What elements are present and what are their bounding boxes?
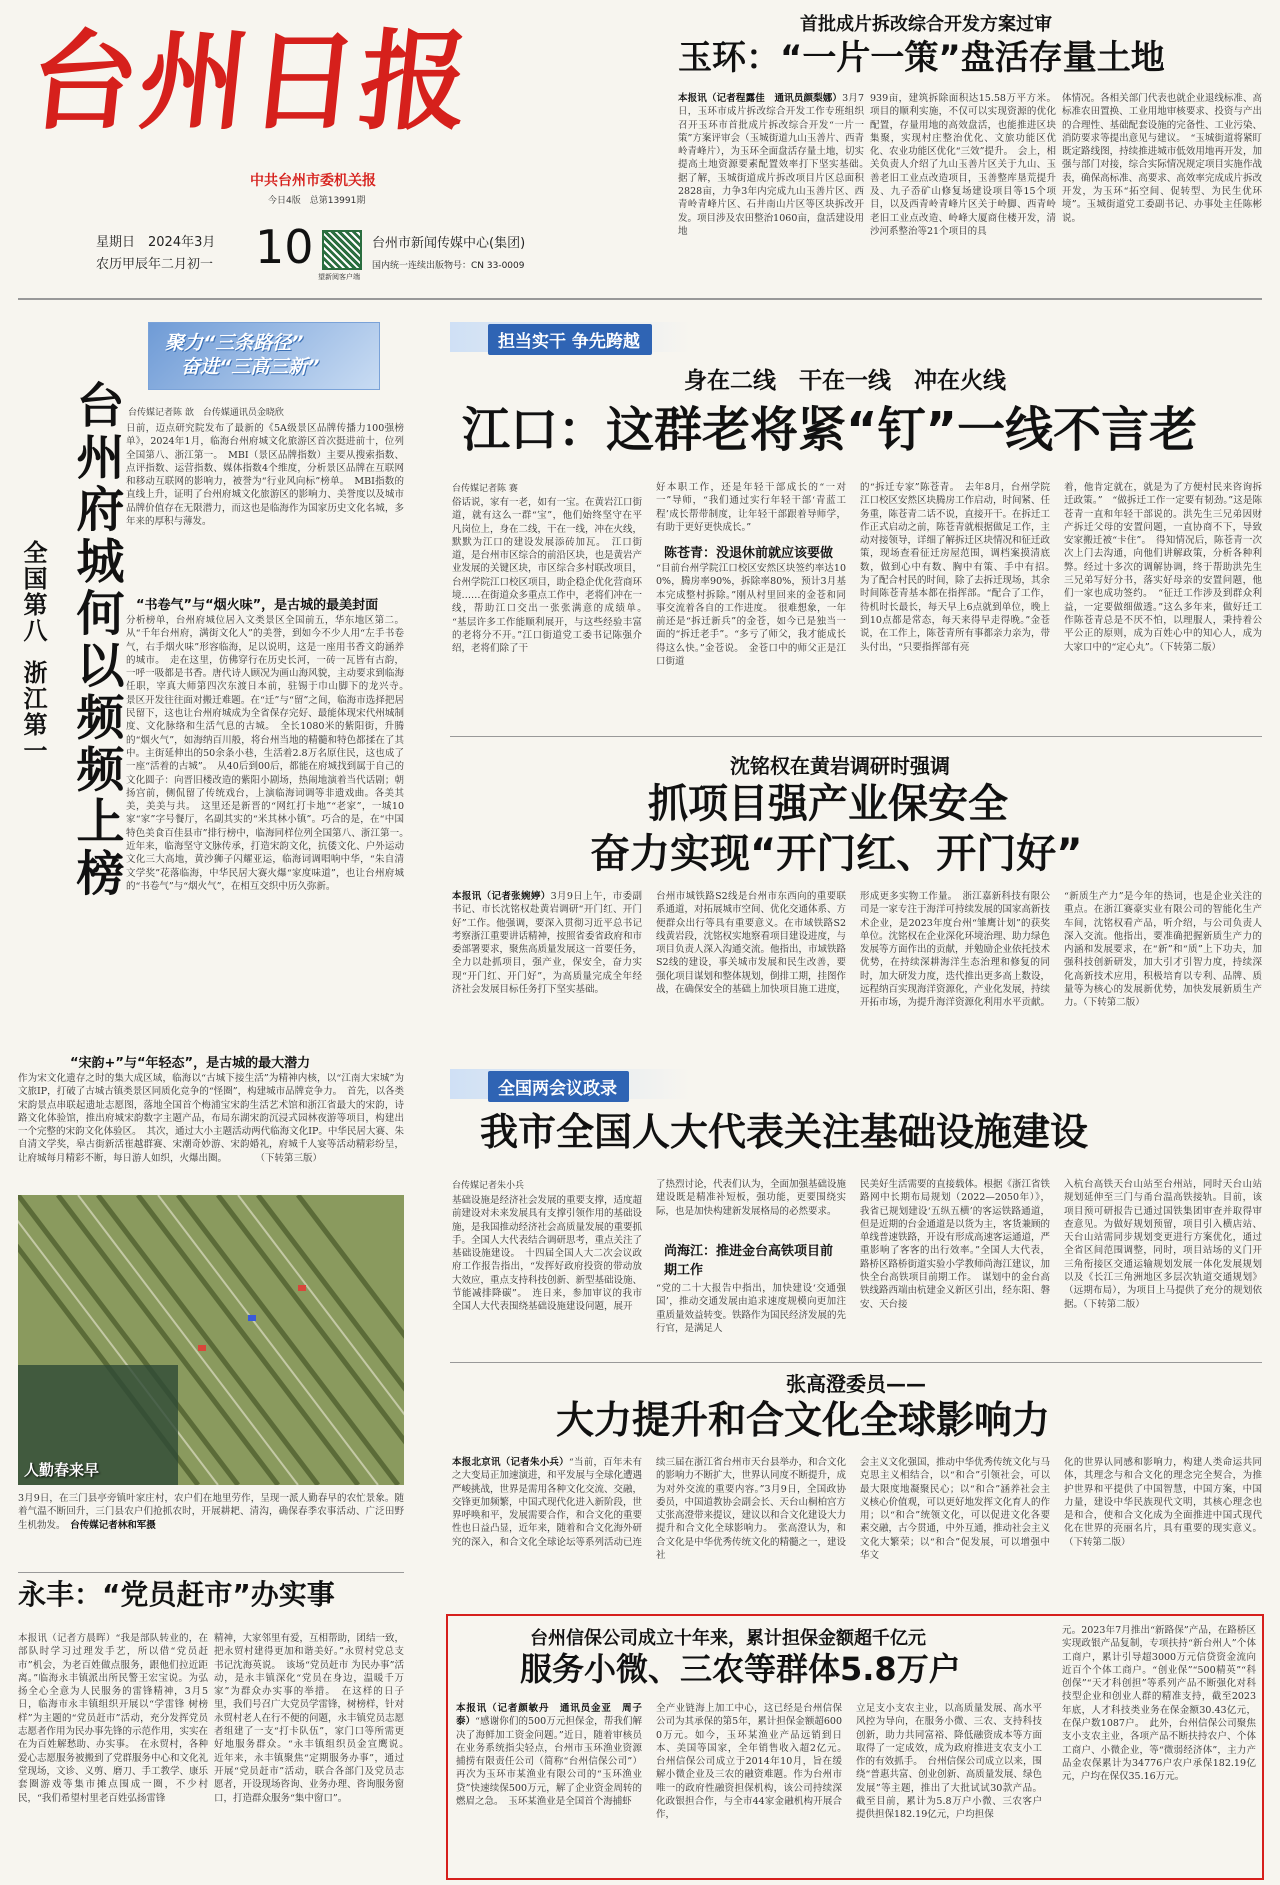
organ-label: 中共台州市委机关报 [250, 173, 376, 189]
dateline [96, 232, 215, 276]
xinbao-col3: 立足支小支农主业，以高质量发展、高水平风控为导向，在服务小微、三农、支持科技创新，助力共同富裕、降低融资成本等方面取得了一定成效，成为政府推进支农支小工作的有效抓手。 台州信保公司成立以来，围绕“普惠共富、创业创新、高质量发展、绿色发展”等主题，推出了大批试试30款产品。截至目前，累计为5.8万户小微、三农客户提供担保182.19亿元，户均担保 [856, 1703, 1042, 1821]
npc-byline: 台传媒记者朱小兵 [452, 1181, 525, 1191]
banner-line2: 奋进“三高三新” [181, 356, 320, 378]
shen-col4: “新质生产力”是今年的热词，也是企业关注的重点。在浙江赛豪实业有限公司的智能化生产车间，沈铭权看产品，听介绍，与公司负责人深入交流。他指出，要准确把握新质生产力的内涵和发展要求，在“新”和“质”上下功夫，加强科技创新研发，加大引才引智力度，持续深化高新技术应用，积极培育以专利、品牌、质量等为核心的发展新优势，加快发展新质生产力。（下转第二版） [1064, 891, 1262, 1009]
campaign-banner [148, 322, 380, 390]
xinbao-col4: 元。2023年7月推出“新路保”产品，在路桥区实现政银产品复制，专项扶持“新台州人”个体工商户，累计引导超3000万元信贷资金流向近百个个体工商户。“创业保”“500精英”“科创保”“天才科创担”等系列产品不断强化对科技型企业和创业人群的精准支持，截至2023年底，人才科技类业务在保金额30.43亿元，在保户数1087户。 此外，台州信保公司聚焦支小支农主业，各项产品不断扶持农户、个体工商户、小微企业，等“微弱经济体”，主力产品金农保累计为34776户农户承保182.19亿元，户均在保仅35.16万元。 [1062, 1625, 1256, 1783]
divider [450, 1362, 1262, 1363]
linhai-tag1: 全国第八 [19, 540, 47, 644]
npc-h1: 尚海江：推进金台高铁项目前期工作 [664, 1244, 834, 1278]
photo-caption: 人勤春来早 [24, 1461, 100, 1479]
newspaper-title: 台州日报 [23, 20, 477, 145]
jiangkou-section: 担当实干 争先跨越 [488, 324, 652, 355]
shen-byline: 本报讯（记者张婉婷） [452, 891, 551, 902]
xinbao-col2: 全产业链海上加工中心，这已经是台州信保公司为其承保的第5年，累计担保金额超6000万元。如今，玉环某渔业产品远销到日本、美国等国家，全年销售收入超2亿元。 台州信保公司成立于2014年10月，旨在缓解小微企业及三农的融资难题。作为台州市唯一的政府性融资担保机构，该公司持续深化政银担合作，与全市44家金融机构开展合作， [656, 1703, 842, 1821]
xinbao-col1-text: “感谢你们的500万元担保金，帮我们解决了海鲜加工资金问题。”近日，随着审核员在业务系统指尖轻点，台州市玉环渔业资源捕捞有限责任公司（简称“台州信保公司”）再次为玉环市某渔业有限公司的“玉环渔业贷”快速续保500万元，解了企业资金周转的燃眉之急。 玉环某渔业是全国首个海捕虾 [456, 1716, 642, 1808]
npc-col4: 入杭台高铁天台山站至台州站，同时天台山站规划延伸至三门与甬台温高铁接轨。目前，该项目预可研报告已通过国铁集团审查并取得审查意见。为做好规划预留，项目引入横店站、天台山站需同步规划变更进行方案优化，通过全省区间范围调整，同时，项目站场的义门开三角衔接区交通运输规划发展一体化发展规划以及《长江三角洲地区多层次轨道交通规划》（远期布局），为项目上马提供了充分的规划依据。（下转第二版） [1064, 1179, 1262, 1310]
linhai-title[interactable]: 台州府城何以频频上榜 [68, 380, 124, 900]
divider [18, 298, 1262, 300]
jiangkou-col2b: “目前台州学院江口校区安然区块签约率达100%，腾房率90%，拆除率80%，预计3月基本完成整村拆除。”刚从村里回来的金苍和同事交流着各自的工作进度。 很难想象，一年前还是“拆迁新兵”的金苍，如今已是独当一面的“拆迁老手”。“多亏了师父，我才能成长得这么快。”金苍说。 金苍口中的师父正是江口街道 [656, 563, 846, 668]
zhang-subtitle: 张高澄委员—— [786, 1372, 926, 1396]
shen-col1 [452, 890, 642, 1052]
zhang-title[interactable]: 大力提升和合文化全球影响力 [556, 1398, 1051, 1442]
photo-text-body: 3月9日，在三门县亭旁镇叶家庄村，农户们在地里劳作，呈现一派人勤春早的农忙景象。随着气温不断回升，三门县农户们抢抓农时，开展耕耙、清沟，确保春季农事活动、广泛田野生机勃发。 [18, 1493, 404, 1531]
linhai-h1: “书卷气”与“烟火味”，是古城的最美封面 [136, 598, 379, 613]
qr-code-icon[interactable] [322, 230, 362, 270]
masthead-logo [23, 8, 477, 168]
top-byline: 本报讯（记者程露佳 通讯员颜梨娜） [678, 93, 843, 104]
zhang-byline: 本报北京讯（记者朱小兵） [452, 1457, 569, 1468]
npc-section: 全国两会议政录 [488, 1071, 629, 1102]
jiangkou-col1: 俗话说，家有一老，如有一宝。在黄岩江口街道，就有这么一群“宝”，他们始终坚守在平凡岗位上，身在二线，干在一线，冲在火线，默默为江口的建设发展添砖加瓦。 江口街道，是台州市区综合的前沿区块，也是黄岩产业发展的关键区块，市区综合多村联改项目，台州学院江口校区项目，助企稳企优化营商环境……在街道众多重点工作中，老将们冲在一线，帮助江口交出一张张满意的成绩单。 “基层许多工作能顺利展开，与这些经验丰富的老将分不开。”江口街道党工委书记陈强介绍，老将们除了干 [452, 497, 642, 655]
shen-subtitle: 沈铭权在黄岩调研时强调 [730, 754, 950, 778]
npc-col1: 基础设施是经济社会发展的重要支撑，适度超前建设对未来发展具有支撑引领作用的基础设施，是我国推动经济社会高质量发展的重要抓手。全国人大代表结合调研思考，重点关注了基础设施建设。 十四届全国人大二次会议政府工作报告指出，“发挥好政府投资的带动放大效应，重点支持科技创新、新型基础设施、节能减排降碳”。 连日来，参加审议的我市全国人大代表围绕基础设施建设问题，展开 [452, 1195, 642, 1313]
linhai-p3: 作为宋文化遗存之时的集大成区域，临海以“古城下接生活”为精神内核，以“江南大宋城”为文旅IP，打破了古城古镇类景区同质化竞争的“怪圈”，构建城市品牌竞争力。 首先，以各类宋韵景点串联起遗址志愿图，落地全国首个梅浦宝宋韵生活艺术馆和浙江省最大的宋韵，诗路文化体验馆，推出府城宋韵数字主题产品，布局东湖宋韵沉浸式园林夜游等项目，构建出一个完整的宋韵文化体验区。 其次，通过大小主题活动两代临海文化IP。中华民居大赛、朱自清文学奖，皋古街新活崔越群赛、宋潮奇妙游、宋韵婚礼，府城千人宴等活动精彩纷呈，让府城每月精彩不断，每日游人如织，火爆出圈。 （下转第三版） [18, 1073, 404, 1164]
zhang-col1 [452, 1456, 642, 1598]
npc-col3: 民美好生活需要的直接载体。根据《浙江省铁路网中长期布局规划（2022—2050年）》，我省已规划建设‘五纵五横’的客运铁路通道，但是近期的台金通道是以货为主，客货兼顾的单线普速铁路，开设有形成高速客运通道，严重影响了客客的出行效率。”全国人大代表，路桥区路桥街道实验小学教师尚海江建议，加快全台高铁项目前期工作。 谋划中的金台高铁线路西端由杭建金义新区引出，经东阳、磐安、天台接 [860, 1179, 1050, 1310]
zhang-col4: 化的世界认同感和影响力，构建人类命运共同体，其理念与和合文化的理念完全契合，为推护世界和平提供了中国智慧，中国方案，中国力量，建设中华民族现代文明，其核心理念也是和合，使和合文化成为全面推进中国式现代化在世界的亮丽名片，具有重要的现实意义。（下转第二版） [1064, 1457, 1262, 1548]
photo-text [18, 1492, 404, 1546]
day-number: 10 [255, 220, 314, 274]
zhang-col3: 会主义文化强国，推动中华优秀传统文化与马克思主义相结合，以“和合”引领社会，可以最大限度地凝聚民心；以“和合”涵养社会主义核心价值观，可以更好地发挥文化育人的作用；以“和合”统领文化，可以促进文化各要素交融，古今贯通，中外互通，推动社会主义文化大繁荣；以“和合”促发展，可以增强中华文 [860, 1457, 1050, 1562]
jiangkou-subtitle: 身在二线 干在一线 冲在火线 [684, 368, 1006, 394]
top-subtitle: 首批成片拆改综合开发方案过审 [800, 14, 1052, 35]
photo-graphic [18, 1195, 404, 1485]
photo-credit: 台传媒记者林和军摄 [70, 1519, 156, 1531]
zhang-col2: 续三届在浙江省台州市天台县举办，和合文化的影响力不断扩大，世界认同度不断提升，成为对外交流的重要内容。”3月9日，全国政协委员，中国道教协会副会长、天台山桐柏宫方丈张高澄带来提议，建议以和合文化建设大力提升和合文化全球影响力。 张高澄认为，和合文化是中华优秀传统文化的精髓之一，建设社 [656, 1457, 846, 1562]
shen-col1-text: 3月9日上午，市委副书记、市长沈铭权赴黄岩调研“开门红、开门好”工作。他强调，要深入贯彻习近平总书记考察浙江重要讲话精神，按照省委省政府和市委部署要求，聚焦高质量发展这一首要任务，全力以赴抓项目，强产业，保安全，奋力实现“开门红、开门好”，为高质量完成全年经济社会发展目标任务打下坚实基础。 [452, 891, 642, 996]
yongfeng-col2: 精神，大家邻里有爱，互相帮助，团结一致，把永贸村建得更加和谐美好。”永贸村党总支书记沈海英说。 该场“党员赶市 为民办事”活动，是永丰镇深化“党员在身边，温暖千万家”为群众办实事的举措。 在这样的日子里，我们号召广大党员学雷锋，树榜样，针对永贸村老人在行不便的问题，永丰镇党员志愿者组建了一支“打卡队伍”，家门口等所需更好地服务群众。“永丰镇组织员金宣鹰说。 近年来，永丰镇聚焦“定期服务办事”，通过开展“党员赶市”活动，联合各部门及党员志愿者，开设现场咨询、业务办理、咨询服务窗口，打造群众服务“集中窗口”。 [214, 1633, 404, 1804]
shen-col2: 台州市城铁路S2线是台州市东西向的重要联系通道，对拓展城市空间、优化交通体系、方便群众出行等具有重要意义。在市域铁路S2线黄岩段，沈铭权实地察看项目建设进度，与项目负责人深入沟通交流。他指出，市域铁路S2线的建设，事关城市发展和民生改善，要强化项目谋划和整体规划，倒排工期，挂图作战，在确保安全的基础上加快项目施工进度， [656, 891, 846, 996]
lunar-date: 农历甲辰年二月初一 [96, 257, 214, 272]
yongfeng-col1: 本报讯（记者方晨晖）“我是部队转业的，在部队时学习过理发手艺，所以借“党员赶市”机会，为老百姓做点服务，跟他们拉近距离。”临海永丰镇派出所民警王宏宝说。为弘扬全心全意为人民服务的雷锋精神，3月5日，临海市永丰镇组织开展以“学雷锋 树榜样”为主题的“党员赶市”活动，充分发挥党员志愿者作用为民办事先锋的示范作用，实实在在为百姓解愁助、办实事。 在永贸村，各种爱心志愿服务被搬到了党群服务中心和文化礼堂现场，文诊、义剪、磨刀、手工教学、康乐套圈游戏等集市摊点围成一圈，不少村民，“我们希望村里老百姓弘扬雷锋 [18, 1633, 208, 1804]
npc-col2: 了热烈讨论，代表们认为，全面加强基础设施建设既是精准补短板，强功能，更要围绕实际，也是加快构建新发展格局的必然要求。 [656, 1179, 846, 1217]
top-col1 [678, 92, 864, 288]
yongfeng-title[interactable]: 永丰：“党员赶市”办实事 [18, 1578, 335, 1611]
npc-col2b: “党的二十大报告中指出，加快建设‘交通强国’，推动交通发展由追求速度规模向更加注重质量效益转变。铁路作为国民经济发展的先行官，是满足人 [656, 1283, 846, 1334]
jiangkou-h1: 陈苍青：没退休前就应该要做 [664, 546, 834, 561]
linhai-h2: “宋韵+”与“年轻态”，是古城的最大潜力 [70, 1056, 311, 1071]
zhang-col1-text: “当前，百年未有之大变局正加速演进，和平发展与全球化遭遇严峻挑战，世界是需用各种文化交流、交融，交锋更加频繁，中国式现代化进入新阶段，世界呼唤和平，发展需要合作，和合文化的重要性也日益凸显，近年来，随着和合文化海外研究的深入，和合文化全球论坛等系列活动已连 [452, 1457, 642, 1548]
shen-title1[interactable]: 抓项目强产业保安全 [648, 781, 1008, 827]
xinbao-subtitle: 台州信保公司成立十年来，累计担保金额超千亿元 [530, 1628, 926, 1649]
top-col2: 939亩，建筑拆除面积达15.58万平方米。项目的顺利实施，不仅可以实现资源的优化配置，存量用地的高效盘活，也能推进区块集聚，实现村庄整治优化、文旅功能区优化、农业功能区优化“三效”提升。 会上，相关负责人介绍了九山玉善片区关于九山、玉善老旧工业点改造项目，玉善整库垦荒提升及、九子岙矿山修复场建设项目等15个项目，以及西青岭青峰片区关于岭脚、西青岭老旧工业点改造、岭峰大厦商住楼开发，清沙河系整治等21个项目的具 [870, 93, 1056, 237]
publisher: 台州市新闻传媒中心(集团) [372, 236, 526, 251]
shen-title2[interactable]: 奋力实现“开门红、开门好” [590, 831, 1083, 877]
jiangkou-byline: 台传媒记者陈 赛 [452, 484, 518, 494]
weekday-date: 星期日 2024年3月 [96, 235, 216, 250]
top-title[interactable]: 玉环：“一片一策”盘活存量土地 [678, 38, 1165, 78]
top-col1-text: 3月7日，玉环市成片拆改综合开发工作专班组织召开玉环市首批成片拆改综合开发“一片一策”方案评审会（玉城街道九山玉善片、西青岭青峰片），为玉环全面盘活存量土地，切实提高土地资源要素配置效率打下坚实基础。 据了解，玉城街道成片拆改项目片区总面积2828亩，力争3年内完成九山玉善片区、西青岭青峰片区、石井南山片区等区块拆改开发。项目涉及农田整治1060亩，盘活建设用地 [678, 93, 864, 237]
xinbao-col1 [456, 1702, 642, 1872]
jiangkou-col2: 好本职工作，还是年轻干部成长的“一对一”导师，“我们通过实行年轻干部‘青蓝工程’成长帮带制度，让年轻干部跟着导师学，有助于更好更快成长。” [656, 482, 846, 533]
banner-line1: 聚力“三条路径” [165, 332, 304, 354]
jiangkou-title[interactable]: 江口：这群老将紧“钉”一线不言老 [462, 402, 1198, 458]
jiangkou-col3: 的“拆迁专家”陈苍青。 去年8月，台州学院江口校区安然区块腾房工作启动，时间紧、任务重，陈苍青二话不说，直接开干。在拆迁工作正式启动之前，陈苍青就根据做足工作，主动对接领导，详细了解拆迁区块情况和征迁政策，现场查看征迁房屋范围，调档案摸清底数，做到心中有数、胸中有策、手中有招。 为了配合村民的时间，除了去拆迁现场，其余时间陈苍青基本都在指挥部。“配合了工作，待机时长最长，每天早上6点就到单位，晚上到10点都是常态，每天来得早走得晚。”金苍说，在工作上，陈苍青所有事都亲力亲为，带头付出，“只要指挥部有亮 [860, 482, 1050, 653]
farmland-photo[interactable] [18, 1195, 404, 1485]
linhai-p1: 日前，迈点研究院发布了最新的《5A级景区品牌传播力100强榜单》，2024年1月，临海台州府城文化旅游区首次挺进前十，位列全国第八、浙江第一。 MBI（景区品牌指数）主要从搜索指数、点评指数、运营指数、媒体指数4个维度，分析景区品牌在互联网和移动互联网的影响力，被誉为“行业风向标”榜单。 MBI指数的直线上升，证明了台州府城文化旅游区的影响力、美誉度以及城市品牌价值存在无限潜力，而这也是临海作为国家历史文化名城，多年来的厚积与薄发。 [126, 423, 404, 528]
divider [18, 1572, 404, 1573]
divider [450, 736, 1262, 737]
jiangkou-col4: 着，他肯定就在，就是为了方便村民来咨询拆迁政策。” “做拆迁工作一定要有韧劲。”这是陈苍青一直和年轻干部说的。洪先生三兄弟因财产拆迁父母的安置问题，一直协商不下，导致安家搬迁被“卡住”。 得知情况后，陈苍青一次次上门去沟通，向他们讲解政策，分析各种利弊。经过十多次的调解协调，终于帮助洪先生三兄弟写好分书，落实好母亲的安置问题，他们一家也成功签约。 “征迁工作涉及到群众利益，一定要做细做透。”这么多年来，做好迁工作陈苍青总是不厌不怕，以理服人，秉持着公平公正的原则，成为百姓心中的知心人，成为大家口中的“定心丸”。（下转第二版） [1064, 482, 1262, 653]
top-col3: 体情况。各相关部门代表也就企业退线标准、高标准农田置换、工业用地审核要求、投资与产出的合理性、基础配套设施的完备性、工业污染、消防要求等提出意见与建议。 “玉城街道将紧盯既定路线图，持续推进城市低效用地再开发，加强与部门对接，综合实际情况规定项目实施作战表，确保高标准、高要求、高效率完成成片拆改开发，为玉环“拓空间、促转型、为民生优环境”。玉城街道党工委副书记、办事处主任陈彬说。 [1062, 93, 1262, 224]
issue-label: 今日4版 总第13991期 [268, 196, 366, 206]
qr-caption: 望新阅客户端 [318, 273, 360, 281]
cn-number: 国内统一连续出版物号：CN 33-0009 [372, 261, 525, 271]
xinbao-byline: 本报讯（记者颜敏丹 通讯员金亚 周子泰） [456, 1703, 642, 1728]
xinbao-title[interactable]: 服务小微、三农等群体5.8万户 [520, 1650, 961, 1688]
shen-col3: 形成更多实物工作量。 浙江嘉新科技有限公司是一家专注于海洋可持续发展的国家高新技术企业，是2023年度台州“雏鹰计划”的获奖单位。沈铭权在企业深化环境治理、助力绿色发展等方面作出的贡献，并勉励企业依托技术优势，在持续深耕海洋生态治理和修复的同时，加大研发力度，迭代推出更多高上数设，远程纳百实现海洋资源化，产业化发展，持续开拓市场，为提升海洋资源化利用水平贡献。 [860, 891, 1050, 1009]
linhai-tag2: 浙江第一 [19, 660, 47, 764]
npc-title[interactable]: 我市全国人大代表关注基础设施建设 [480, 1110, 1089, 1154]
linhai-byline: 台传媒记者陈 歆 台传媒通讯员金晓欣 [128, 408, 284, 418]
linhai-p2-a: 分析榜单，台州府城位居入文类景区全国前五，华东地区第二。从“千年台州府，满街文化人”的美誉，到如今不少人用“左手书卷气，右手烟火味”形容临海，足以说明，这是一座用书香文韵涵养的城市。 走在这里，仿佛穿行在历史长河，一砖一瓦皆有古韵，一呼一吸都是书香。唐代诗人顾况为画山海风貌，主动要求到临海任职，宰真大师第四次东渡日本前，驻锡于巾山脚下的龙兴寺。 景区开发往往面对搬迁难题。在“迁”与“留”之间，临海市选择把居民留下，这也让台州府城成为全省保存完好、最能体现宋代州城制度、文化脉络和生活气息的古城。 全长1080米的紫阳街，升腾的“烟火气”，如海纳百川般，将台州当地的精髓和特色都揉在了其中。主街延伸出的50余条小巷，生活着2.8万名原住民，这也成了一座“活着的古城”。 从40后到00后，都能在府城找到属于自己的文化圆子：向晋旧楼改造的紫阳小剧场，热闹地演着当代话剧；朝扬宫前，侧侃留了传统戏台，上演临海词调等非遗戏曲。各美其美，美美与共。 这里还是新晋的“网红打卡地”“老家”，一城10家“家”字号餐厅，名副其实的“米其林小镇”。巧合的是，在“中国特色美食百佳县市”排行榜中，临海同样位列全国第八、浙江第一。 近年来，临海坚守文脉传承，打造宋韵文化，抗倭文化、户外运动文化三大高地，黄沙狮子闪耀亚运，临海词调唱响中华，“朱自清文学奖”花落临海，中华民居大赛火爆“家度味道”，也让台州府城的“书卷气”与“烟火气”，在相互交织中历久弥新。 [126, 615, 404, 892]
